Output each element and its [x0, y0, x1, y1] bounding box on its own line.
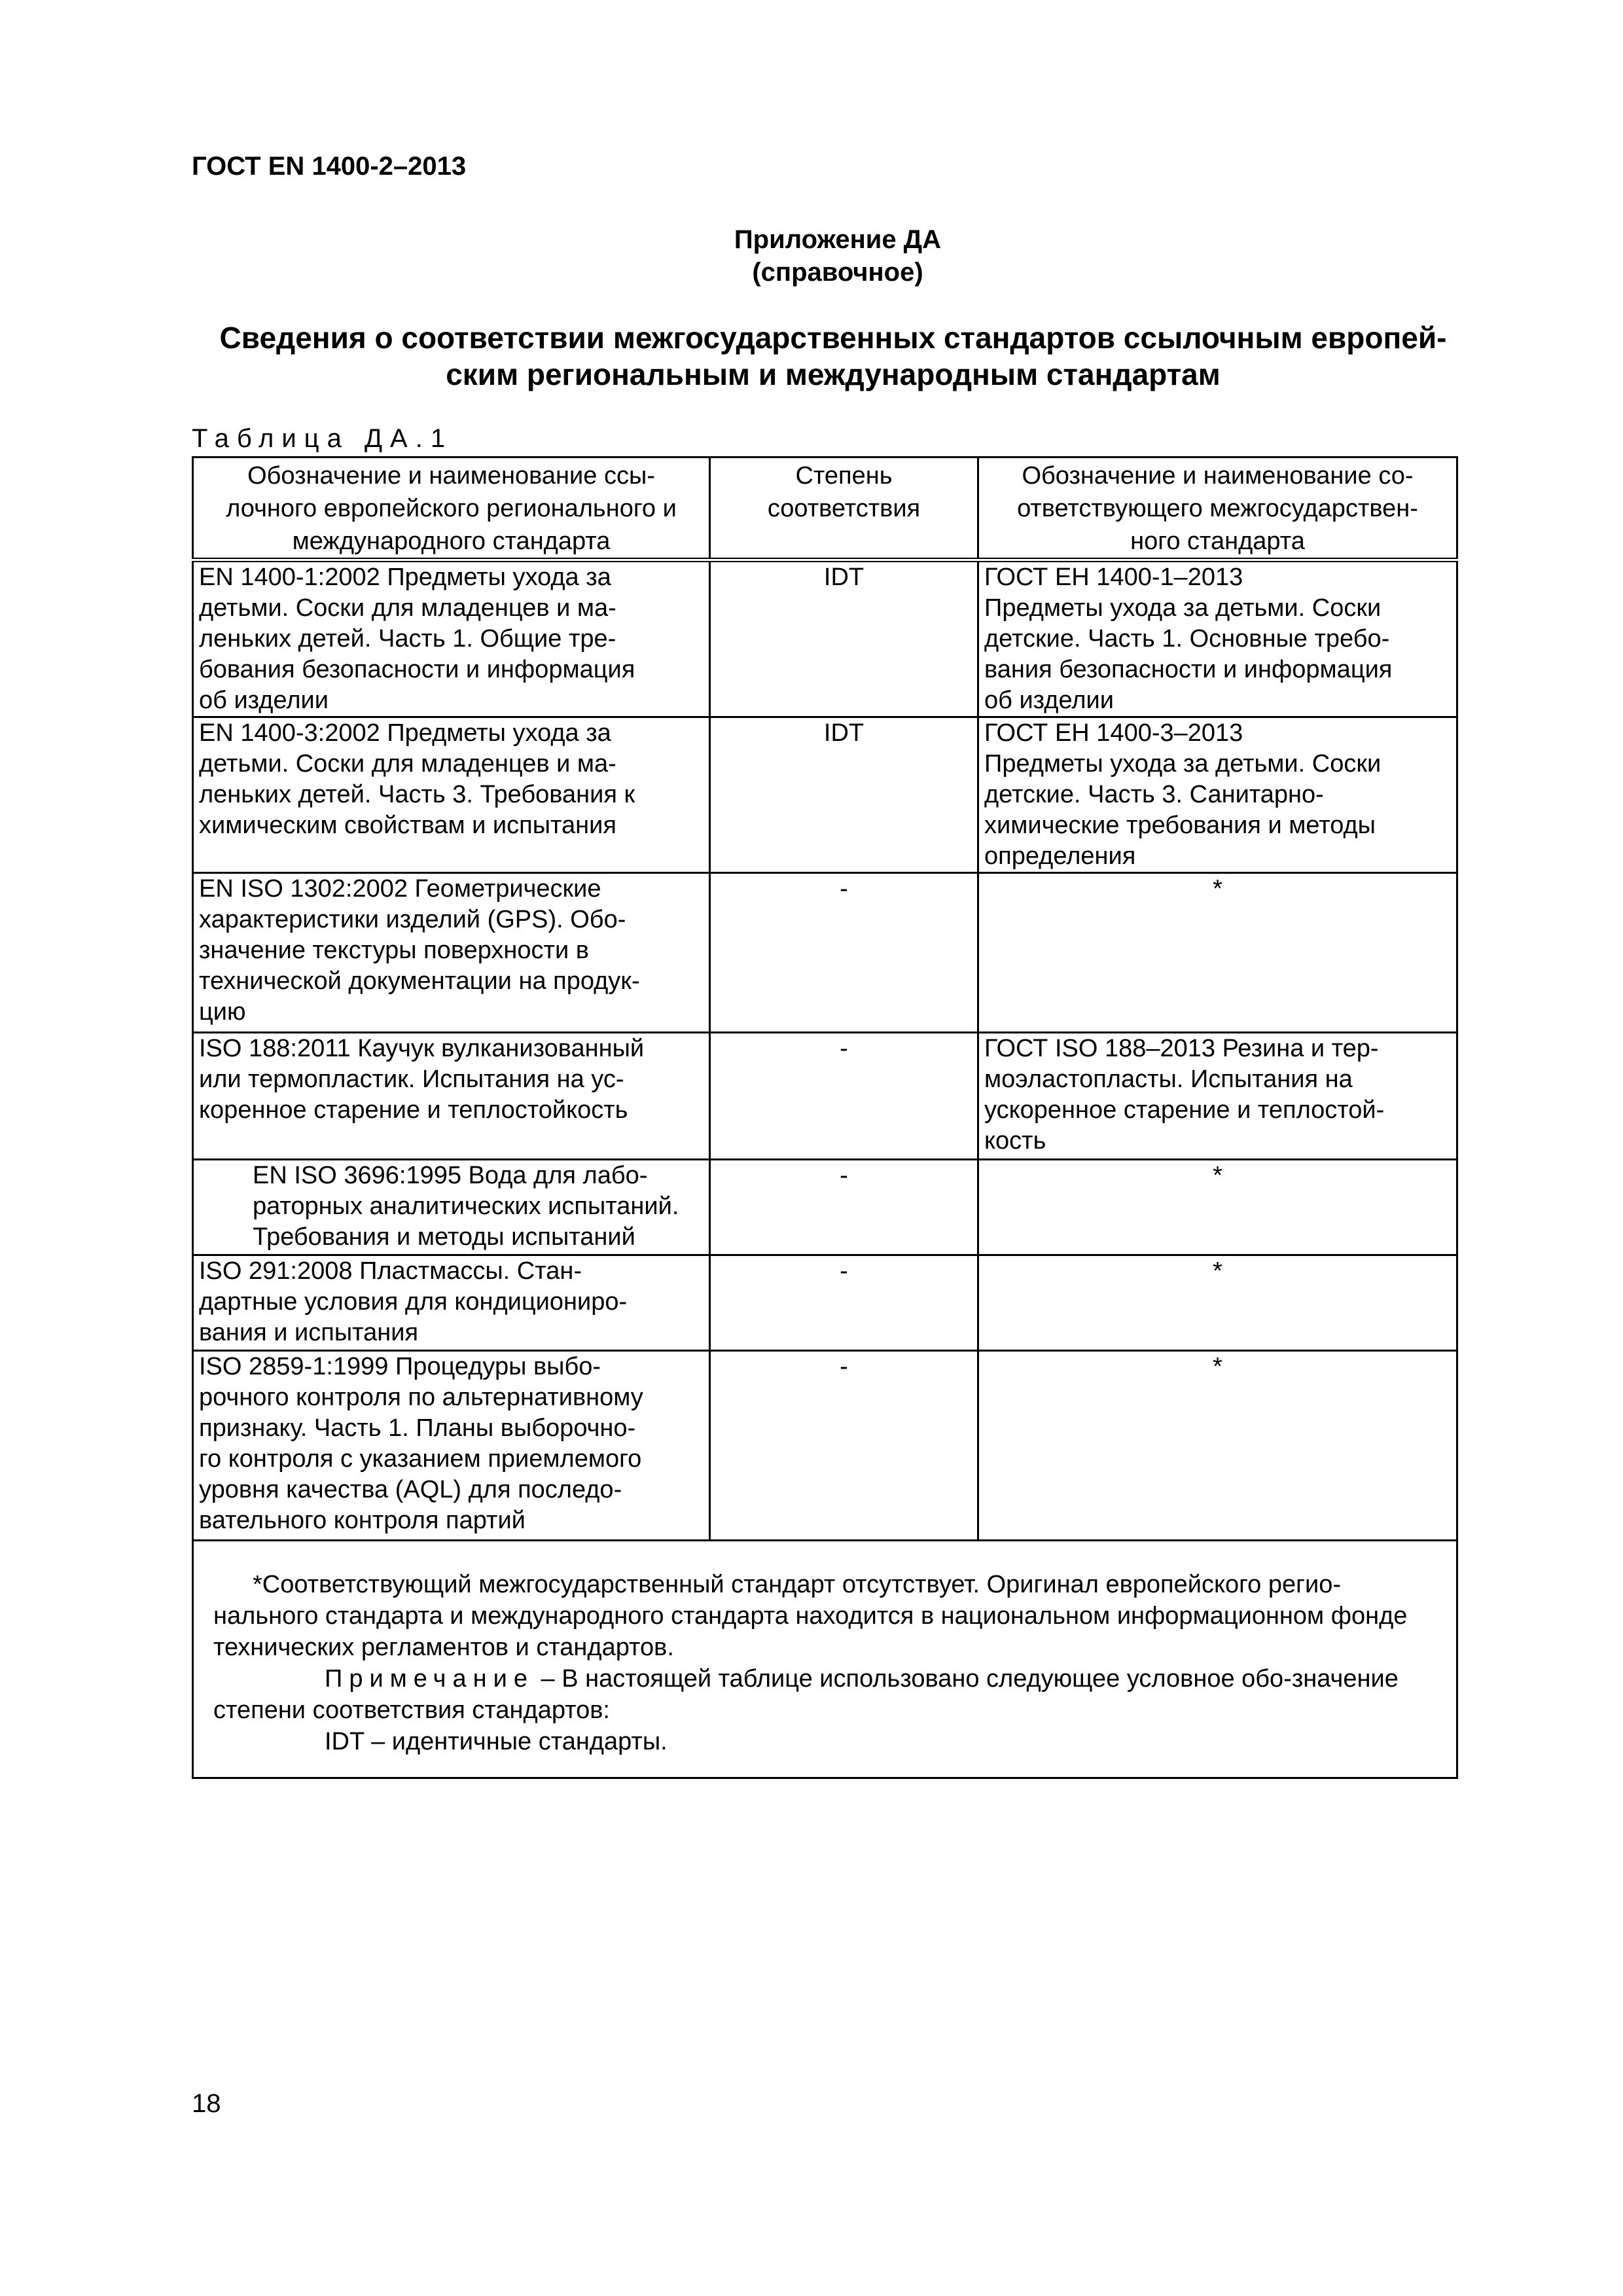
national-standard-cell: ГОСТ ISO 188–2013 Резина и тер- моэластопласты. Испытания на ускоренное старение и теплостой- кость: [978, 1033, 1457, 1160]
national-standard-cell: *: [978, 1255, 1457, 1351]
national-standard-cell: ГОСТ ЕН 1400-3–2013 Предметы ухода за детьми. Соски детские. Часть 3. Санитарно- химические требования и методы определения: [978, 717, 1457, 873]
table-row: [193, 1255, 1457, 1351]
national-standard-cell: ГОСТ ЕН 1400-1–2013 Предметы ухода за детьми. Соски детские. Часть 1. Основные требо- вания безопасности и информация об изделии: [978, 560, 1457, 717]
note-legend: IDT – идентичные стандарты.: [325, 1728, 668, 1755]
document-code: ГОСТ EN 1400-2–2013: [192, 152, 467, 181]
note-label: Примечание: [325, 1665, 534, 1693]
header-ref-standard: Обозначение и наименование ссы- лочного европейского регионального и международного стандарта: [193, 457, 710, 560]
table-row: [193, 717, 1457, 873]
national-standard-cell: *: [978, 1160, 1457, 1255]
note-paragraph: [213, 1663, 1436, 1726]
section-heading-line-2: ским региональным и международным стандартам: [446, 357, 1221, 391]
standards-table: [192, 456, 1458, 1779]
degree-cell: IDT: [710, 717, 978, 873]
degree-cell: IDT: [710, 560, 978, 717]
appendix-subtitle: (справочное): [752, 258, 923, 287]
section-heading-line-1: Сведения о соответствии межгосударственных стандартов ссылочным европей-: [219, 321, 1447, 355]
ref-standard-cell: ISO 291:2008 Пластмассы. Стан- дартные условия для кондициониро- вания и испытания: [193, 1255, 710, 1351]
appendix-title: Приложение ДА: [734, 225, 942, 254]
table-row: [193, 1033, 1457, 1160]
degree-cell: -: [710, 1255, 978, 1351]
degree-cell: -: [710, 873, 978, 1033]
degree-cell: -: [710, 1160, 978, 1255]
ref-standard-cell: EN 1400-3:2002 Предметы ухода за детьми. Соски для младенцев и ма- леньких детей. Часть 3. Требования к химическим свойствам и испытания: [193, 717, 710, 873]
ref-standard-cell: ISO 2859-1:1999 Процедуры выбо- рочного контроля по альтернативному признаку. Часть 1. Планы выборочно- го контроля с указанием приемлемого уровня качества (AQL) для последо- вательного контроля партий: [193, 1351, 710, 1541]
table-row: [193, 1160, 1457, 1255]
ref-standard-cell: EN ISO 1302:2002 Геометрические характеристики изделий (GPS). Обо- значение текстуры поверхности в технической документации на продук- цию: [193, 873, 710, 1033]
national-standard-cell: *: [978, 1351, 1457, 1541]
table-notes-cell: [193, 1541, 1457, 1778]
table-row: [193, 1351, 1457, 1541]
table-header-row: [193, 457, 1457, 560]
header-degree: Степень соответствия: [710, 457, 978, 560]
page-number: 18: [192, 2089, 221, 2118]
degree-cell: -: [710, 1033, 978, 1160]
table-row: [193, 873, 1457, 1033]
degree-cell: -: [710, 1351, 978, 1541]
table-notes-row: [193, 1541, 1457, 1778]
ref-standard-cell: ISO 188:2011 Каучук вулканизованный или термопластик. Испытания на ус- коренное старение и теплостойкость: [193, 1033, 710, 1160]
national-standard-cell: *: [978, 873, 1457, 1033]
footnote-text: *Соответствующий межгосударственный стандарт отсутствует. Оригинал европейского регио-нального стандарта и международного стандарта находится в национальном информационном фонде технических регламентов и стандартов.: [213, 1571, 1408, 1661]
table-caption: Таблица ДА.1: [192, 424, 454, 453]
header-national-standard: Обозначение и наименование со- ответствующего межгосударствен- ного стандарта: [978, 457, 1457, 560]
note-text: – В настоящей таблице использовано следующее условное обо-значение степени соответствия стандартов:: [213, 1665, 1399, 1724]
ref-standard-cell: EN 1400-1:2002 Предметы ухода за детьми. Соски для младенцев и ма- леньких детей. Часть 1. Общие тре- бования безопасности и информация об изделии: [193, 560, 710, 717]
table-row: [193, 560, 1457, 717]
ref-standard-cell: EN ISO 3696:1995 Вода для лабо- раторных аналитических испытаний. Требования и методы испытаний: [193, 1160, 710, 1255]
